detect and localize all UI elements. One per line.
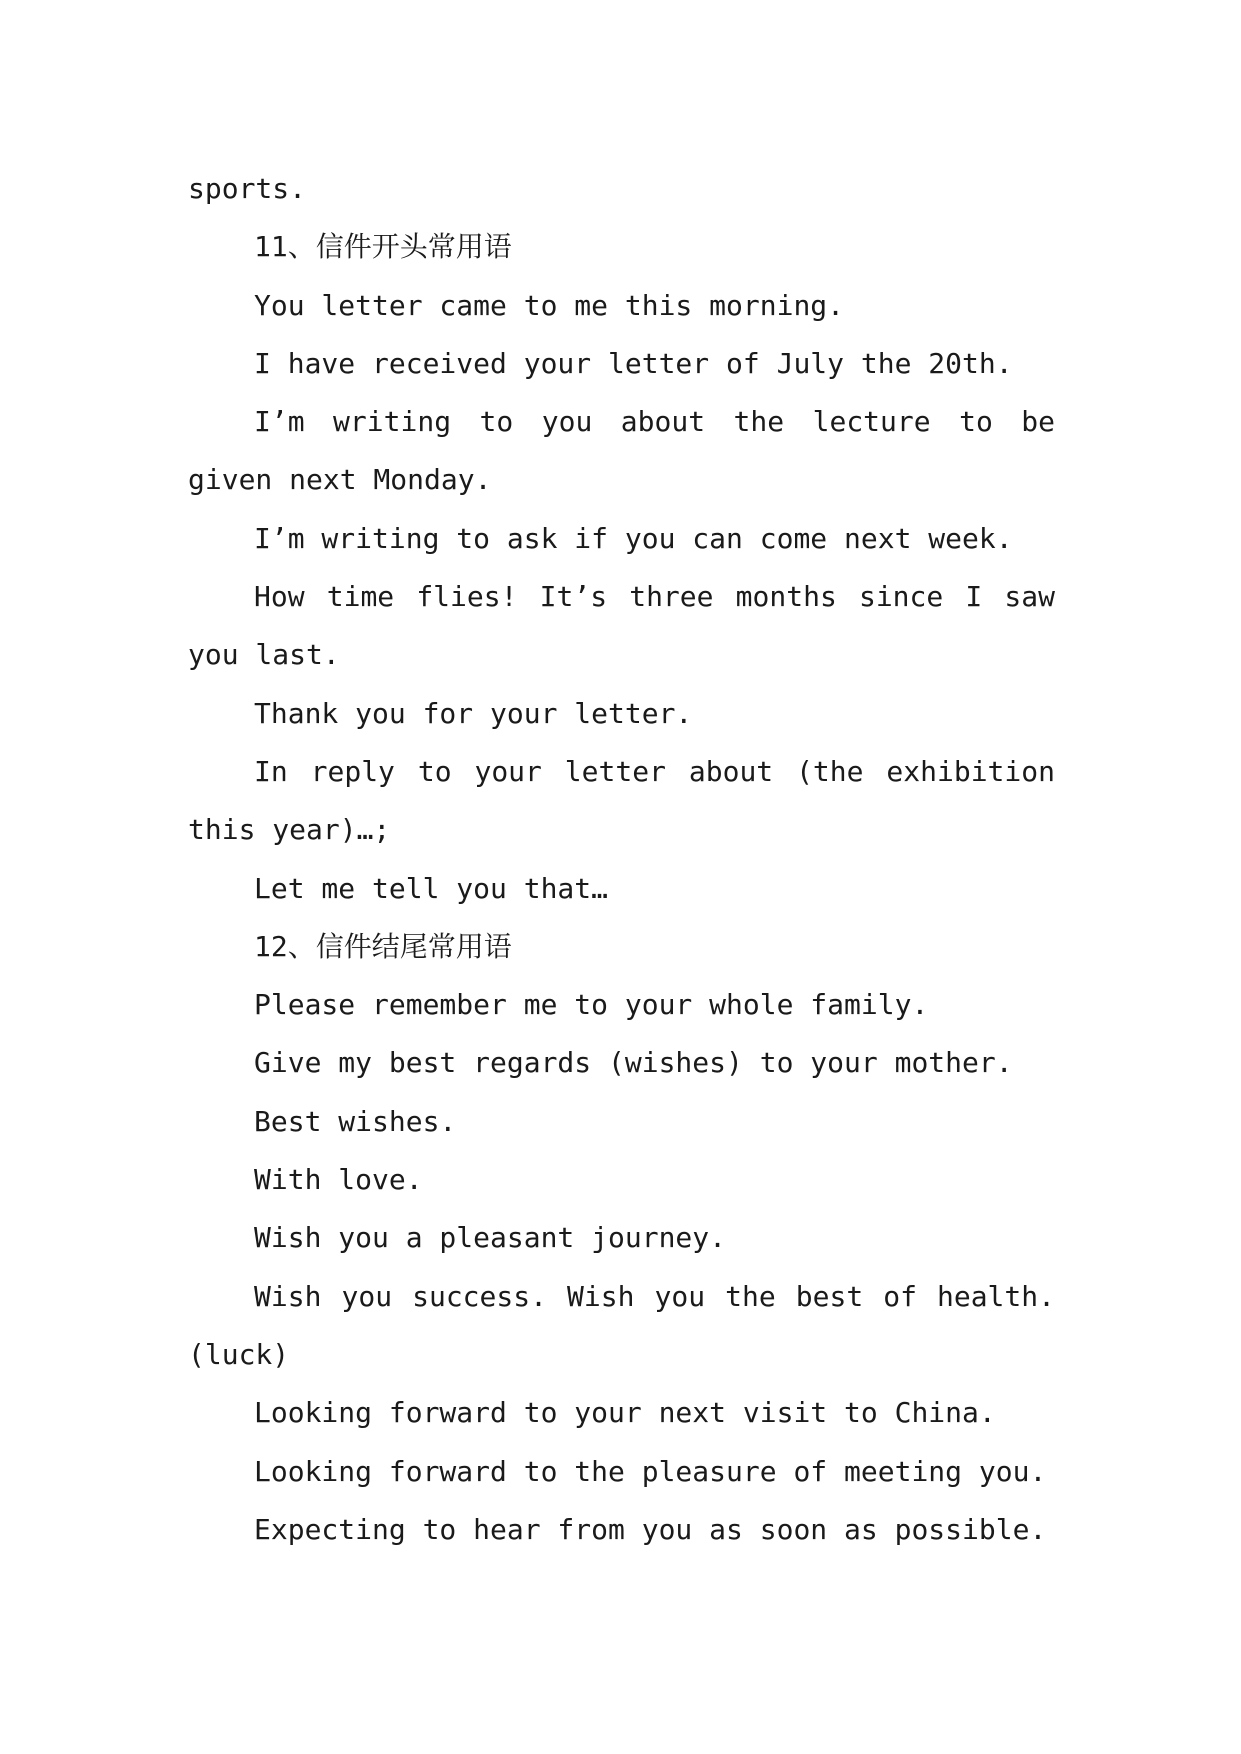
paragraph: Let me tell you that… [254,871,609,905]
section-heading-opening-phrases: 11、信件开头常用语 [254,230,512,264]
paragraph: Thank you for your letter. [254,696,693,730]
paragraph: How time flies! It’s three months since I saw you last. [188,580,1055,672]
paragraph: In reply to your letter about (the exhibition this year)…; [188,754,1055,847]
document-body [188,160,1055,1559]
paragraph: I have received your letter of July the 20th. [254,346,1013,380]
paragraph: Looking forward to your next visit to China. [254,1396,996,1430]
section-heading-closing-phrases: 12、信件结尾常用语 [254,929,512,963]
paragraph: Give my best regards (wishes) to your mother. [254,1046,1013,1080]
paragraph-continuation: sports. [188,172,307,205]
paragraph: Looking forward to the pleasure of meeting you. [254,1454,1047,1488]
paragraph: Best wishes. [254,1104,457,1138]
paragraph: Please remember me to your whole family. [254,988,929,1022]
paragraph: Expecting to hear from you as soon as possible. [254,1512,1047,1546]
paragraph: Wish you success. Wish you the best of health.(luck) [188,1279,1055,1371]
paragraph: With love. [254,1163,423,1197]
paragraph: I’m writing to you about the lecture to be given next Monday. [188,405,1055,497]
paragraph: I’m writing to ask if you can come next week. [254,521,1013,555]
paragraph: You letter came to me this morning. [254,288,845,322]
paragraph: Wish you a pleasant journey. [254,1221,727,1255]
